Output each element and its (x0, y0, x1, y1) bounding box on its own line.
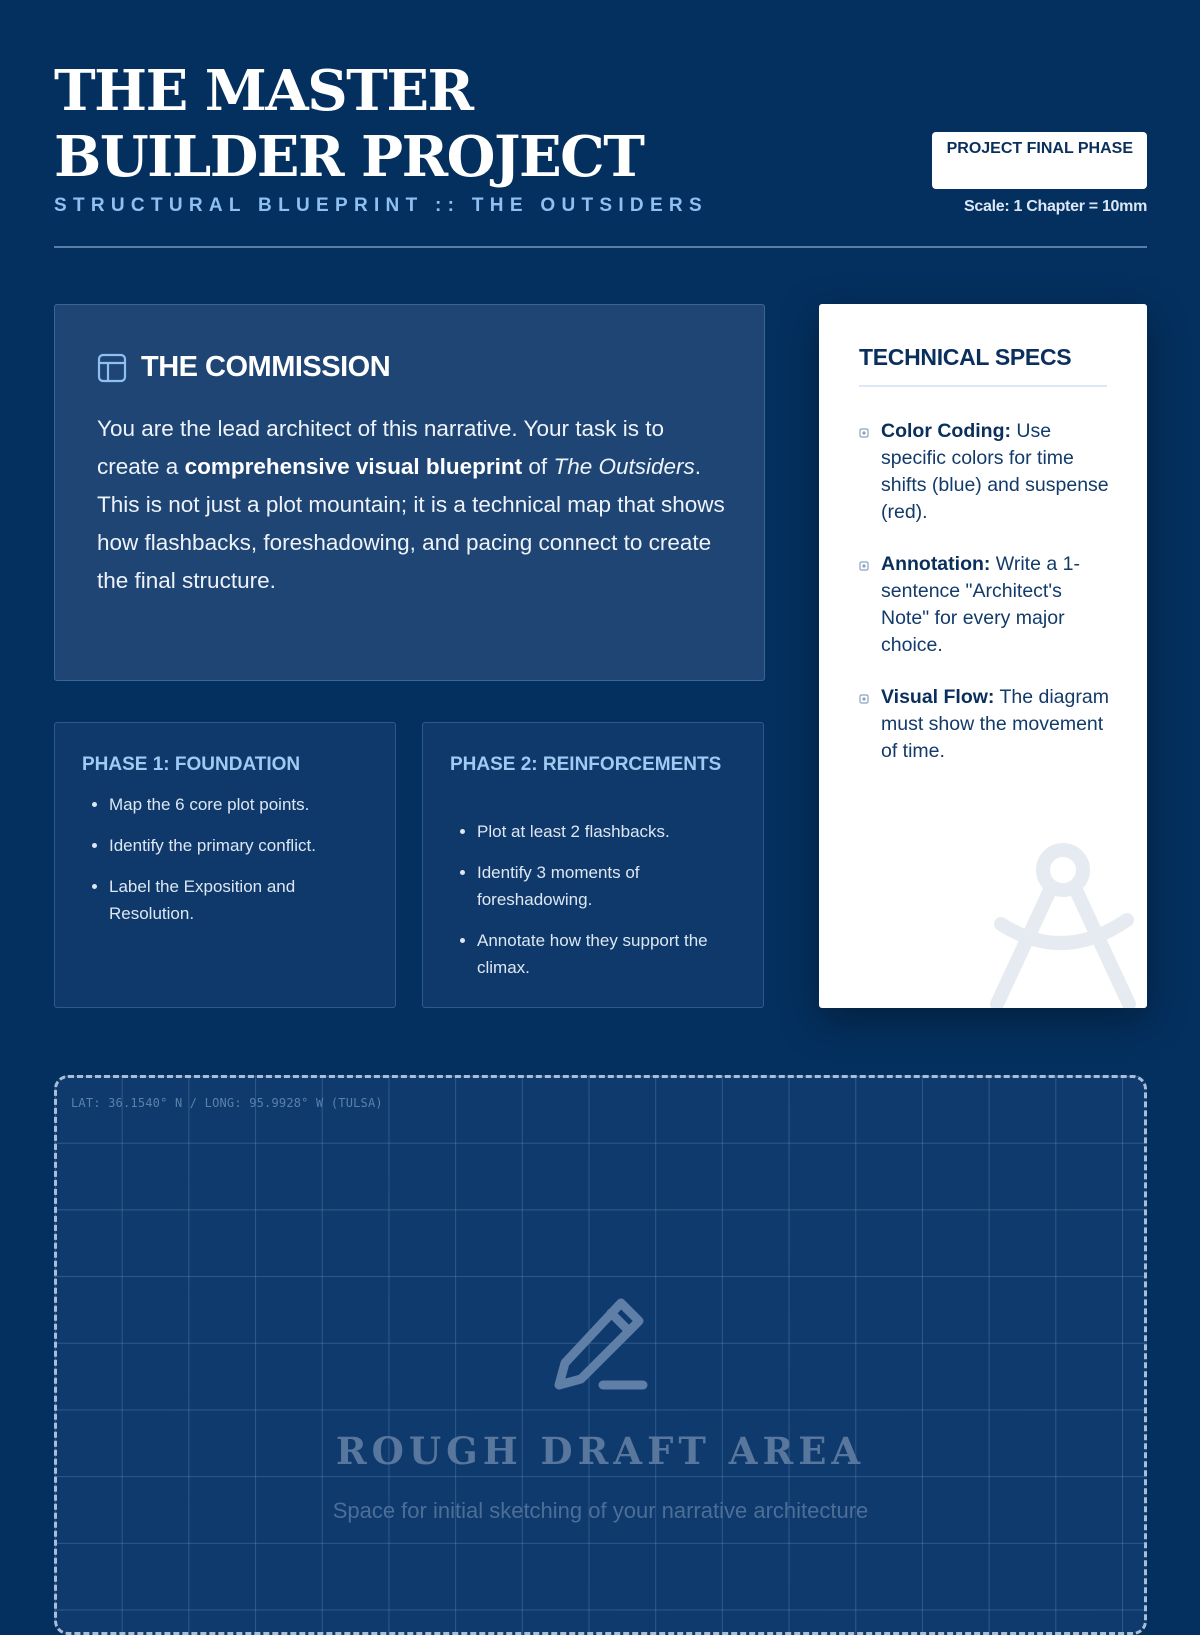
spec-item (859, 418, 1109, 526)
phase-1-card (54, 722, 396, 1008)
commission-card (54, 304, 765, 681)
commission-header (97, 351, 390, 384)
page-title: THE MASTER BUILDER PROJECT (54, 58, 644, 190)
commission-text (97, 410, 727, 600)
list-item: • Label the Exposition and Resolution. (109, 873, 379, 927)
list-item: • Identify the primary conflict. (109, 832, 379, 859)
page-header (54, 52, 1147, 248)
compass-icon (977, 834, 1147, 1008)
technical-specs-card (819, 304, 1147, 1008)
book-title: The Outsiders (553, 454, 695, 479)
draft-title: ROUGH DRAFT AREA (335, 1429, 866, 1473)
phase-2-list (450, 818, 747, 995)
phase-badge: PROJECT FINAL PHASE (932, 132, 1147, 189)
scale-label: Scale: 1 Chapter = 10mm (964, 198, 1147, 215)
spec-item (859, 684, 1109, 765)
specs-title: TECHNICAL SPECS (859, 344, 1107, 387)
spec-description: Write a 1-sentence "Architect's Note" for every major choice. (881, 553, 1080, 656)
spec-text (881, 684, 1109, 765)
phase-1-list (82, 791, 379, 941)
spec-label: Color Coding: (881, 420, 1011, 442)
spec-description: Use specific colors for time shifts (blue) and suspense (red). (881, 420, 1109, 523)
commission-text-bold: comprehensive visual blueprint (184, 454, 523, 479)
pencil-icon (551, 1293, 651, 1393)
square-bullet-icon (859, 694, 869, 704)
spec-label: Visual Flow: (881, 686, 995, 708)
layout-icon (97, 353, 127, 383)
spec-text (881, 551, 1109, 659)
spec-description: The diagram must show the movement of time. (881, 686, 1109, 762)
spec-item (859, 551, 1109, 659)
spec-text (881, 418, 1109, 526)
phase-2-card (422, 722, 764, 1008)
list-item: • Map the 6 core plot points. (109, 791, 379, 818)
square-bullet-icon (859, 428, 869, 438)
phase-2-title: PHASE 2: REINFORCEMENTS (450, 754, 722, 775)
list-item: • Annotate how they support the climax. (477, 927, 747, 981)
list-item: • Plot at least 2 flashbacks. (477, 818, 747, 845)
commission-title: THE COMMISSION (141, 351, 391, 383)
phase-1-title: PHASE 1: FOUNDATION (82, 754, 301, 775)
page-subtitle: STRUCTURAL BLUEPRINT :: THE OUTSIDERS (54, 195, 708, 216)
coordinates-label: LAT: 36.1540° N / LONG: 95.9928° W (TULSA) (71, 1096, 383, 1110)
square-bullet-icon (859, 561, 869, 571)
list-item: • Identify 3 moments of foreshadowing. (477, 859, 747, 913)
commission-text-part: of (522, 454, 554, 479)
rough-draft-area[interactable] (54, 1075, 1147, 1635)
header-divider (54, 246, 1147, 248)
commission-text-part: . This is not just a plot mountain; it is a technical map that shows how flashbacks, foreshadowing, and pacing connect to create the final structure. (97, 454, 725, 593)
spec-label: Annotation: (881, 553, 991, 575)
commission-text-part: You are the lead architect of this narrative. Your task is to create a (97, 416, 665, 479)
draft-subtitle: Space for initial sketching of your narrative architecture (332, 1498, 869, 1523)
